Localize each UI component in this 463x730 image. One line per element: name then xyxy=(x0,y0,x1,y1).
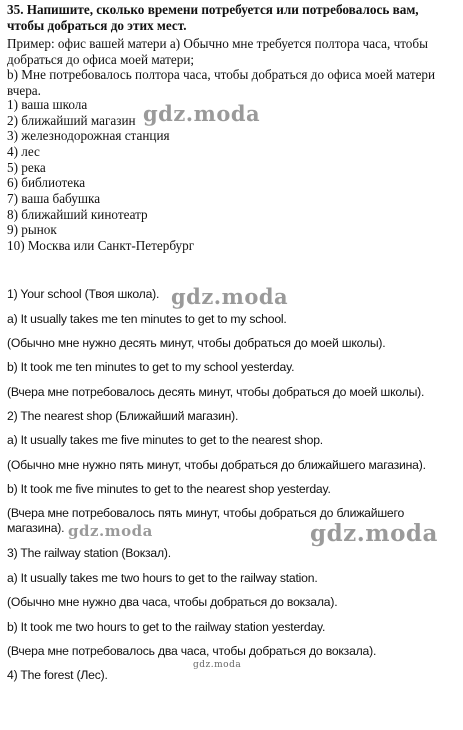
answer-line: (Обычно мне нужно пять минут, чтобы добраться до ближайшего магазина). xyxy=(7,458,426,472)
answer-line: 4) The forest (Лес). xyxy=(7,668,108,682)
answer-line: a) It usually takes me five minutes to get to the nearest shop. xyxy=(7,433,323,447)
answer-line: (Обычно мне нужно два часа, чтобы добраться до вокзала). xyxy=(7,595,338,609)
place-item: 1) ваша школа xyxy=(7,97,88,112)
place-item: 10) Москва или Санкт-Петербург xyxy=(7,237,195,253)
example-block xyxy=(7,36,459,98)
watermark-logo: gdz.moda xyxy=(171,284,289,309)
answer-line: 1) Your school (Твоя школа). xyxy=(7,287,160,301)
place-item: 8) ближайший кинотеатр xyxy=(7,206,148,222)
place-item: 3) железнодорожная станция xyxy=(7,128,170,144)
answer-line: a) It usually takes me two hours to get to the railway station. xyxy=(7,571,318,585)
place-item: 2) ближайший магазин xyxy=(7,112,136,128)
answer-line: (Вчера мне потребовалось пять минут, чтобы добраться до ближайшего магазина). xyxy=(7,506,405,535)
example-line-b: b) Мне потребовалось полтора часа, чтобы добраться до офиса моей матери вчера. xyxy=(7,67,436,98)
watermark-logo: gdz.moda xyxy=(143,101,261,126)
place-item: 6) библиотека xyxy=(7,175,86,191)
watermark-logo: gdz.moda xyxy=(68,522,153,540)
place-item: 9) рынок xyxy=(7,222,57,238)
task-title: 35. Напишите, сколько времени потребуется или потребовалось вам, чтобы добраться до этих мест. xyxy=(7,2,419,33)
answer-line: b) It took me ten minutes to get to my school yesterday. xyxy=(7,360,295,374)
watermark-logo: gdz.moda xyxy=(193,660,242,670)
example-line-a: Пример: офис вашей матери а) Обычно мне требуется полтора часа, чтобы добраться до офиса моей матери; xyxy=(7,36,428,67)
answer-line: b) It took me two hours to get to the railway station yesterday. xyxy=(7,620,326,634)
answer-line: (Вчера мне потребовалось два часа, чтобы добраться до вокзала). xyxy=(7,644,377,658)
answer-line: a) It usually takes me ten minutes to get to my school. xyxy=(7,312,287,326)
answer-line: 2) The nearest shop (Ближайший магазин). xyxy=(7,409,239,423)
place-item: 7) ваша бабушка xyxy=(7,190,101,206)
answer-line: (Вчера мне потребовалось десять минут, чтобы добраться до моей школы). xyxy=(7,385,425,399)
answer-line: (Обычно мне нужно десять минут, чтобы добраться до моей школы). xyxy=(7,336,386,350)
watermark-logo: gdz.moda xyxy=(310,520,438,547)
place-item: 4) лес xyxy=(7,143,40,159)
answer-line: 3) The railway station (Вокзал). xyxy=(7,546,171,560)
place-item: 5) река xyxy=(7,159,46,175)
answer-line: b) It took me five minutes to get to the nearest shop yesterday. xyxy=(7,482,331,496)
